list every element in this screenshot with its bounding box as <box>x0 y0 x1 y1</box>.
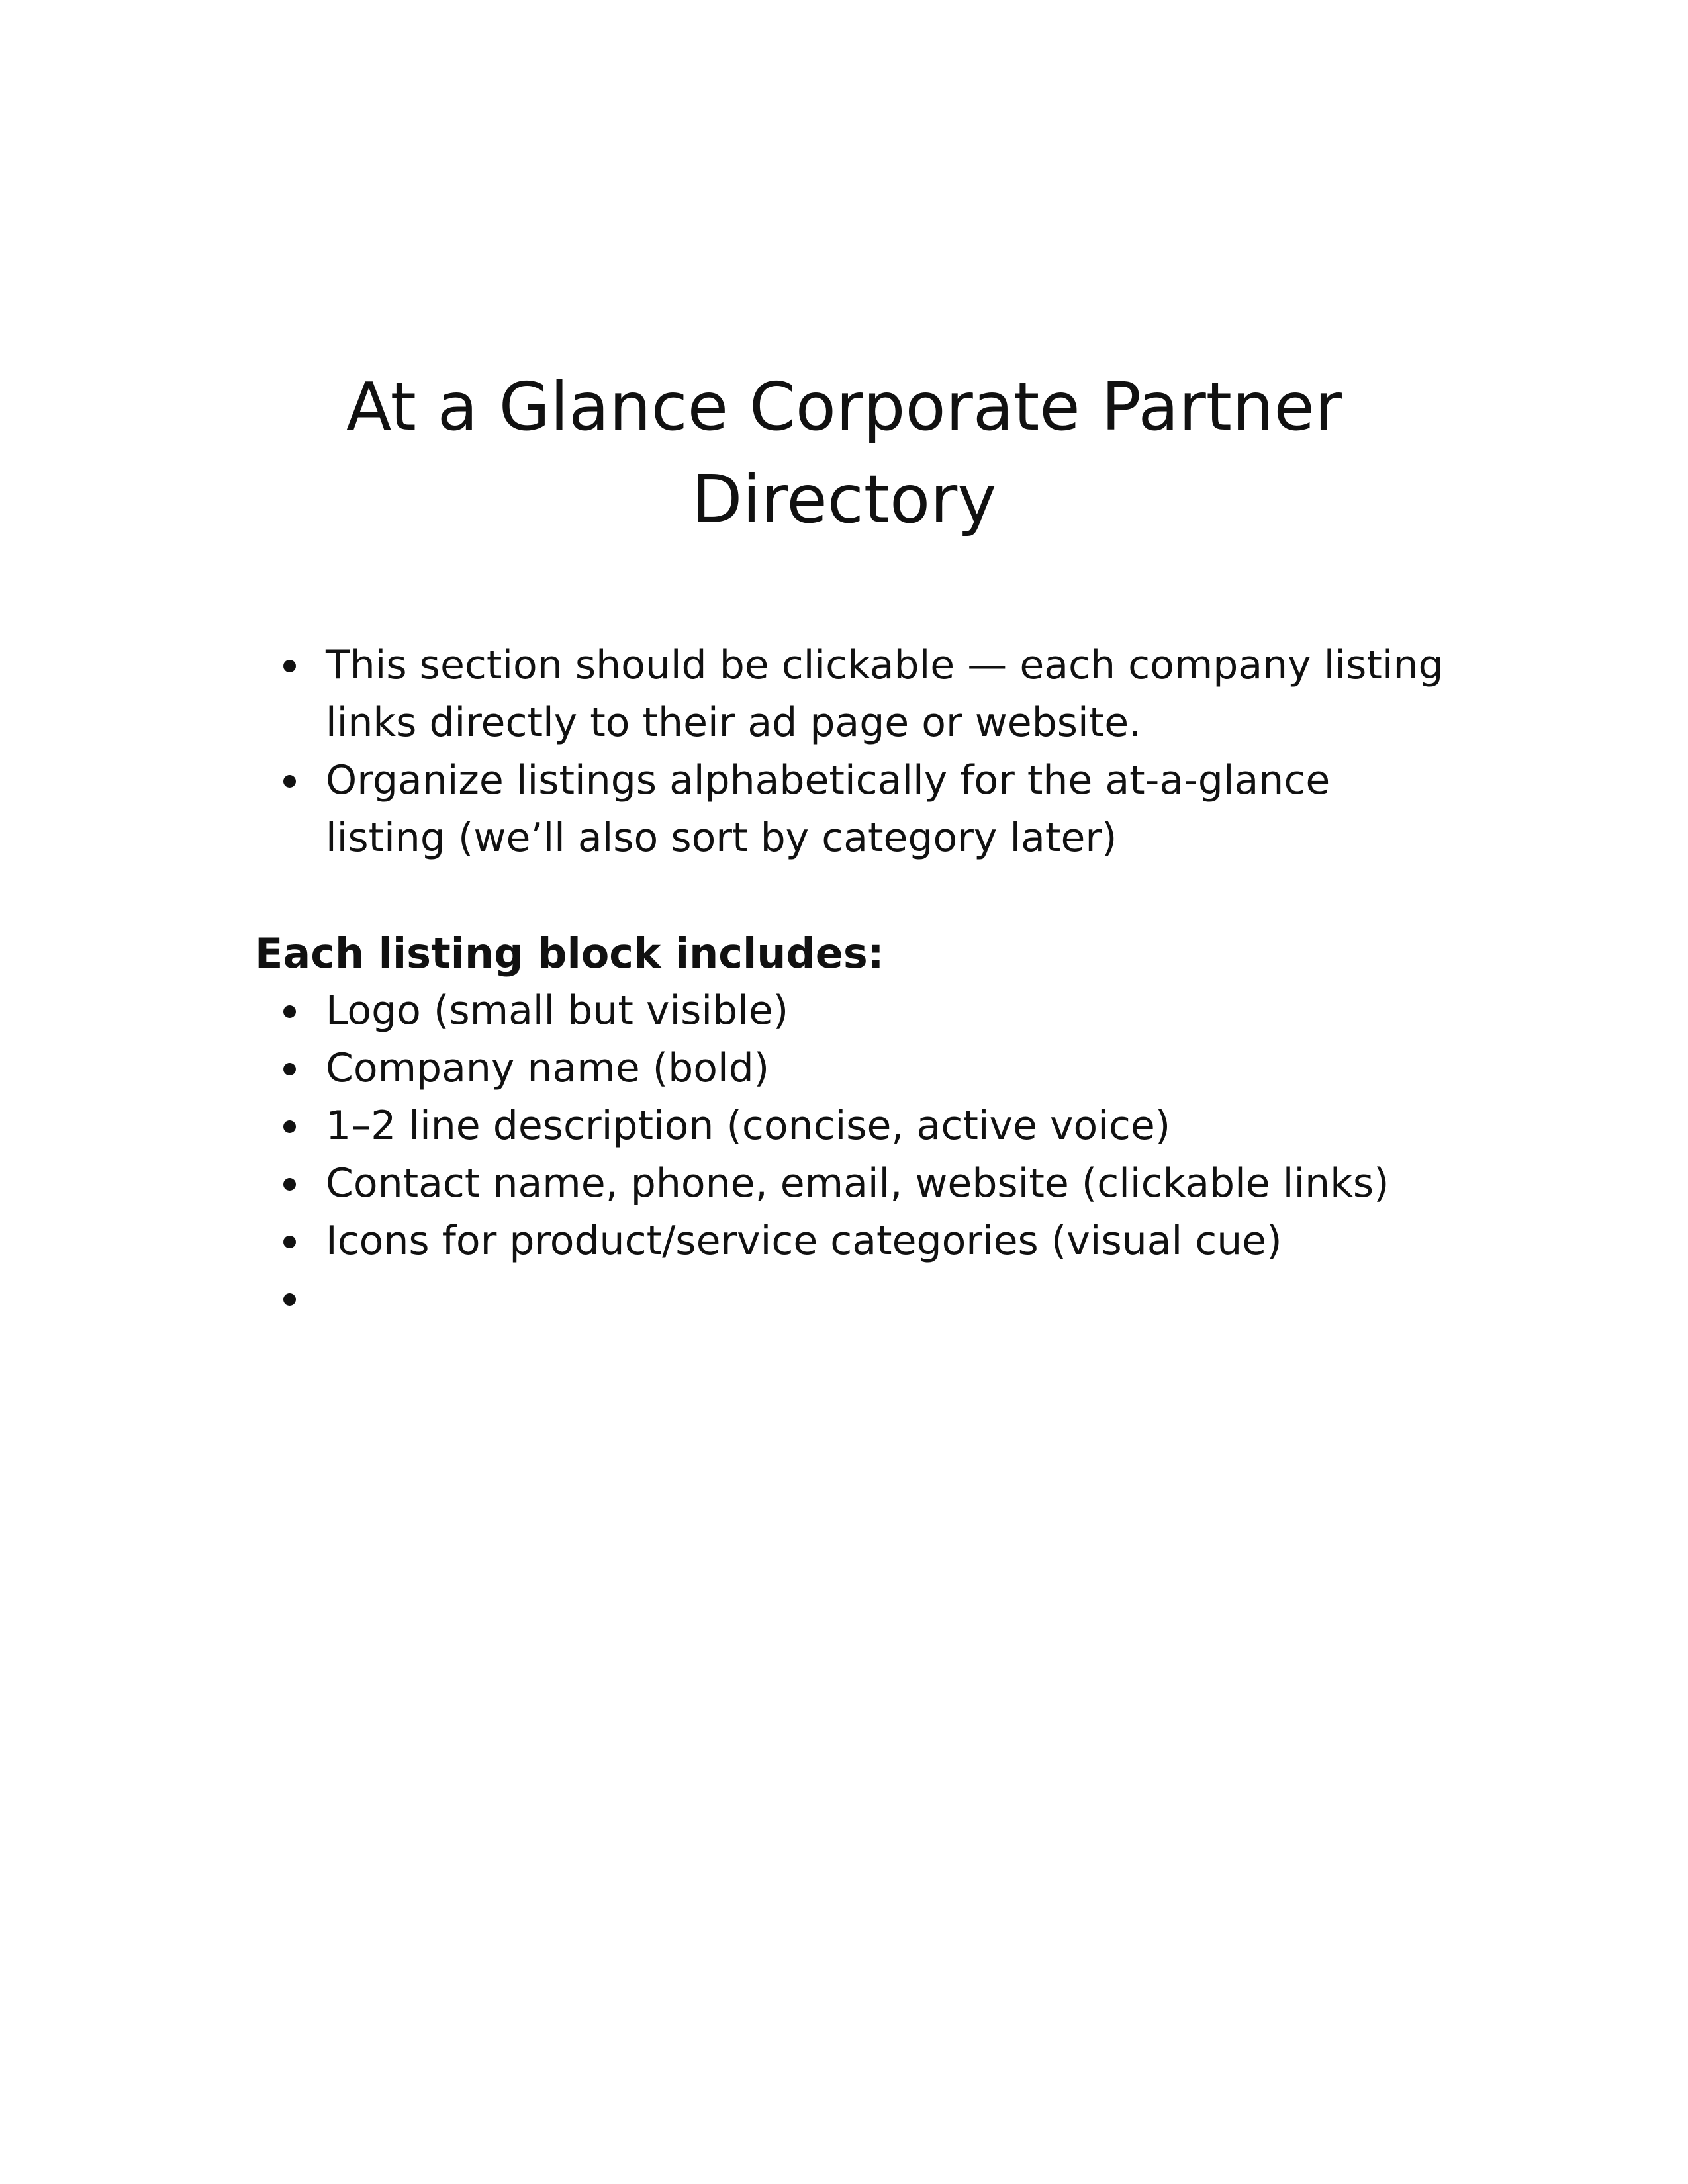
intro-bullet-list <box>255 637 1446 867</box>
bullet-icon <box>283 775 296 788</box>
bullet-icon <box>283 1178 296 1191</box>
list-item-text: Company name (bold) <box>326 1045 770 1091</box>
list-item-text: 1–2 line description (concise, active voice) <box>326 1103 1171 1149</box>
page-title: At a Glance Corporate Partner Directory <box>346 368 1342 538</box>
bullet-icon <box>283 1063 296 1075</box>
list-item-text: Icons for product/service categories (visual cue) <box>326 1218 1282 1264</box>
bullet-icon <box>283 1005 296 1018</box>
empty-list-item <box>255 1270 1513 1328</box>
list-item <box>255 1212 1513 1270</box>
bullet-icon <box>283 1120 296 1133</box>
bullet-icon <box>283 1236 296 1248</box>
list-item <box>255 637 1446 752</box>
list-item <box>255 752 1446 867</box>
list-item-text: Logo (small but visible) <box>326 987 789 1034</box>
list-item <box>255 1040 1513 1097</box>
list-item-text: Organize listings alphabetically for the at-a-glance listing (we’ll also sort by category later) <box>326 757 1331 861</box>
listing-block-list <box>255 982 1513 1328</box>
list-item <box>255 982 1513 1040</box>
listing-block-heading: Each listing block includes: <box>255 929 884 978</box>
bullet-icon <box>283 1293 296 1306</box>
bullet-icon <box>283 660 296 672</box>
list-item-text: This section should be clickable — each company listing links directly to their ad page or website. <box>326 642 1444 746</box>
list-item-text: Contact name, phone, email, website (clickable links) <box>326 1160 1389 1206</box>
list-item <box>255 1097 1513 1155</box>
list-item <box>255 1155 1513 1212</box>
